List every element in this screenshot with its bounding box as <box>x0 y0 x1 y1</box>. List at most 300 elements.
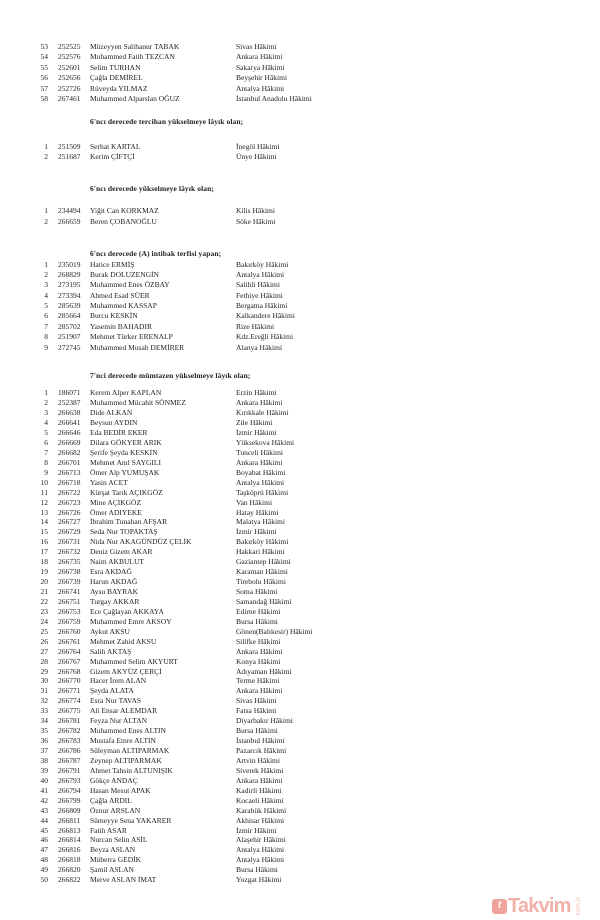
row-title: Bakırköy Hâkimi <box>236 259 289 269</box>
row-number: 47 <box>40 845 48 855</box>
table-row <box>0 42 600 53</box>
row-registration-number: 266739 <box>58 577 81 587</box>
row-name: Mehmet Anıl SAYGILI <box>90 457 161 467</box>
row-name: Muhammed Emre AKSOY <box>90 616 172 626</box>
row-registration-number: 266771 <box>58 686 81 696</box>
row-registration-number: 266659 <box>58 216 81 226</box>
row-number: 46 <box>40 835 48 845</box>
row-title: İzmir Hâkimi <box>236 428 277 438</box>
row-registration-number: 266751 <box>58 596 81 606</box>
row-registration-number: 266767 <box>58 656 81 666</box>
row-name: Feyza Nur ALTAN <box>90 716 148 726</box>
row-number: 3 <box>44 408 48 418</box>
row-registration-number: 285664 <box>58 311 81 321</box>
table-row <box>0 617 600 627</box>
table-row <box>0 301 600 311</box>
table-row <box>0 716 600 726</box>
row-name: Aykut AKSU <box>90 626 130 636</box>
row-title: Beyşehir Hâkimi <box>236 73 288 83</box>
row-name: Aysu BAYRAK <box>90 587 139 597</box>
row-registration-number: 266713 <box>58 467 81 477</box>
row-number: 1 <box>44 141 48 151</box>
table-row <box>0 557 600 567</box>
table-row <box>0 428 600 438</box>
row-number: 12 <box>40 497 48 507</box>
row-number: 30 <box>40 676 48 686</box>
row-registration-number: 266794 <box>58 785 81 795</box>
section-heading: 6'ncı derecede tercihan yükselmeye lâyık olan; <box>90 116 244 126</box>
row-registration-number: 266770 <box>58 676 81 686</box>
row-number: 26 <box>40 636 48 646</box>
table-row <box>0 726 600 736</box>
row-registration-number: 266775 <box>58 706 81 716</box>
row-name: Turgay AKKAR <box>90 596 140 606</box>
table-row <box>0 657 600 667</box>
table-row <box>0 577 600 587</box>
row-title: Ankara Hâkimi <box>236 52 283 62</box>
row-title: Ankara Hâkimi <box>236 686 283 696</box>
row-name: Esra AKDAĞ <box>90 567 132 577</box>
section-heading: 6'ncı derecede yükselmeye lâyık olan; <box>90 183 214 193</box>
row-title: Kalkandere Hâkimi <box>236 311 295 321</box>
row-registration-number: 266820 <box>58 865 81 875</box>
row-name: Çağla ARDIL <box>90 795 132 805</box>
table-row <box>0 826 600 836</box>
table-row <box>0 343 600 353</box>
row-registration-number: 266818 <box>58 855 81 865</box>
table-row <box>0 398 600 408</box>
table-row <box>0 84 600 95</box>
row-registration-number: 266799 <box>58 795 81 805</box>
row-registration-number: 266787 <box>58 755 81 765</box>
row-name: Dide ALKAN <box>90 408 133 418</box>
row-registration-number: 251907 <box>58 332 81 342</box>
row-registration-number: 266722 <box>58 487 81 497</box>
row-title: Kilis Hâkimi <box>236 206 275 215</box>
table-row <box>0 875 600 885</box>
row-title: Alaşehir Hâkimi <box>236 835 286 845</box>
table-row <box>0 94 600 105</box>
row-title: Söke Hâkimi <box>236 216 276 226</box>
table-row <box>0 142 600 153</box>
row-title: Antalya Hâkimi <box>236 477 285 487</box>
table-row <box>0 776 600 786</box>
row-registration-number: 252387 <box>58 398 81 408</box>
row-registration-number: 266646 <box>58 428 81 438</box>
row-registration-number: 266822 <box>58 875 81 885</box>
table-row <box>0 587 600 597</box>
table-row <box>0 786 600 796</box>
row-name: Kerim ÇİFTÇİ <box>90 152 135 161</box>
row-registration-number: 266759 <box>58 616 81 626</box>
row-title: İstanbul Hâkimi <box>236 736 285 746</box>
row-number: 4 <box>44 290 48 300</box>
row-title: Kadirli Hâkimi <box>236 785 282 795</box>
row-registration-number: 252525 <box>58 41 81 51</box>
row-registration-number: 266729 <box>58 527 81 537</box>
table-row <box>0 637 600 647</box>
row-title: Gönen(Balıkesir) Hâkimi <box>236 626 313 636</box>
row-name: Fatih ASAR <box>90 825 127 835</box>
row-name: Çağla DEMİREL <box>90 73 143 83</box>
row-title: Kırıkkale Hâkimi <box>236 408 289 418</box>
row-number: 22 <box>40 596 48 606</box>
row-title: Kdz.Ereğli Hâkimi <box>236 332 294 342</box>
row-number: 9 <box>44 342 48 352</box>
row-number: 39 <box>40 765 48 775</box>
row-title: Tunceli Hâkimi <box>236 447 284 457</box>
row-registration-number: 251687 <box>58 152 81 161</box>
row-title: Diyarbakır Hâkimi <box>236 716 293 726</box>
table-row <box>0 686 600 696</box>
row-title: Siverek Hâkimi <box>236 765 284 775</box>
row-title: Samandağ Hâkimi <box>236 596 292 606</box>
row-number: 7 <box>44 447 48 457</box>
row-name: Merve ASLAN İMAT <box>90 875 157 885</box>
table-row <box>0 206 600 217</box>
row-registration-number: 285702 <box>58 321 81 331</box>
row-name: Selim TURHAN <box>90 62 141 72</box>
row-title: Karabük Hâkimi <box>236 805 287 815</box>
row-number: 13 <box>40 507 48 517</box>
table-row <box>0 816 600 826</box>
row-registration-number: 266809 <box>58 805 81 815</box>
row-name: Serhat KARTAL <box>90 141 141 151</box>
row-title: Yüksekova Hâkimi <box>236 437 295 447</box>
row-title: Ünye Hâkimi <box>236 152 277 161</box>
row-name: Muhammed Enes ÖZBAY <box>90 280 170 290</box>
row-number: 32 <box>40 696 48 706</box>
table-row <box>0 52 600 63</box>
table-row <box>0 835 600 845</box>
watermark-domain: com.tr <box>575 896 582 916</box>
row-number: 37 <box>40 746 48 756</box>
row-title: Kocaeli Hâkimi <box>236 795 284 805</box>
row-title: Tirebolu Hâkimi <box>236 577 286 587</box>
row-title: Artvin Hâkimi <box>236 755 280 765</box>
table-row <box>0 607 600 617</box>
row-name: Burcu KESKİN <box>90 311 138 321</box>
row-title: Van Hâkimi <box>236 497 273 507</box>
row-number: 57 <box>40 83 48 93</box>
row-number: 20 <box>40 577 48 587</box>
row-name: Zeynep ALTIPARMAK <box>90 755 162 765</box>
table-row <box>0 468 600 478</box>
row-title: Sivas Hâkimi <box>236 41 277 51</box>
row-name: Seda Nur TOPAKTAŞ <box>90 527 158 537</box>
row-number: 27 <box>40 646 48 656</box>
row-number: 18 <box>40 557 48 567</box>
row-title: Edirne Hâkimi <box>236 606 281 616</box>
row-name: Muhammed Selim AKYURT <box>90 656 178 666</box>
row-name: Mine AÇIKGÖZ <box>90 497 142 507</box>
row-number: 55 <box>40 62 48 72</box>
row-registration-number: 252726 <box>58 83 81 93</box>
table-row <box>0 746 600 756</box>
row-title: Bakırköy Hâkimi <box>236 537 289 547</box>
row-name: Hasan Mesut APAK <box>90 785 151 795</box>
row-registration-number: 266782 <box>58 726 81 736</box>
table-row <box>0 438 600 448</box>
takvim-watermark <box>492 893 588 919</box>
row-registration-number: 266731 <box>58 537 81 547</box>
row-name: Gizem AKYÜZ ÇERÇİ <box>90 666 162 676</box>
row-registration-number: 266814 <box>58 835 81 845</box>
row-number: 17 <box>40 547 48 557</box>
section-rows <box>0 142 600 163</box>
row-name: Sümeyye Sena YAKARER <box>90 815 172 825</box>
row-registration-number: 273394 <box>58 290 81 300</box>
row-number: 35 <box>40 726 48 736</box>
row-title: İstanbul Anadolu Hâkimi <box>236 94 312 104</box>
row-number: 19 <box>40 567 48 577</box>
row-number: 50 <box>40 875 48 885</box>
table-row <box>0 498 600 508</box>
row-name: Muhammed Fatih TEZCAN <box>90 52 175 62</box>
row-number: 3 <box>44 280 48 290</box>
row-number: 1 <box>44 206 48 215</box>
table-row <box>0 527 600 537</box>
row-title: Zile Hâkimi <box>236 418 273 428</box>
row-registration-number: 266741 <box>58 587 81 597</box>
row-title: Sivas Hâkimi <box>236 696 277 706</box>
row-registration-number: 266726 <box>58 507 81 517</box>
row-name: Rüveyda YILMAZ <box>90 83 148 93</box>
row-name: Yasin ACET <box>90 477 128 487</box>
row-registration-number: 251509 <box>58 141 81 151</box>
row-number: 6 <box>44 437 48 447</box>
row-name: Yiğit Can KORKMAZ <box>90 206 159 215</box>
row-number: 34 <box>40 716 48 726</box>
row-registration-number: 266682 <box>58 447 81 457</box>
row-title: Hatay Hâkimi <box>236 507 279 517</box>
table-row <box>0 547 600 557</box>
row-registration-number: 266764 <box>58 646 81 656</box>
table-row <box>0 647 600 657</box>
table-row <box>0 537 600 547</box>
row-title: Boyabat Hâkimi <box>236 467 286 477</box>
row-number: 2 <box>44 398 48 408</box>
row-registration-number: 266723 <box>58 497 81 507</box>
section-heading: 6'ncı derecede (A) intibak terfisi yapan; <box>90 248 222 258</box>
row-registration-number: 252656 <box>58 73 81 83</box>
row-registration-number: 266816 <box>58 845 81 855</box>
row-number: 5 <box>44 428 48 438</box>
row-title: Gaziantep Hâkimi <box>236 557 291 567</box>
row-name: Beren ÇOBANOĞLU <box>90 216 157 226</box>
row-number: 49 <box>40 865 48 875</box>
row-name: Muhammed KASSAP <box>90 301 157 311</box>
row-registration-number: 267461 <box>58 94 81 104</box>
row-name: Öznur ARSLAN <box>90 805 141 815</box>
table-row <box>0 448 600 458</box>
row-title: Bergama Hâkimi <box>236 301 288 311</box>
row-title: Taşköprü Hâkimi <box>236 487 289 497</box>
row-number: 38 <box>40 755 48 765</box>
row-number: 10 <box>40 477 48 487</box>
row-registration-number: 266791 <box>58 765 81 775</box>
table-row <box>0 865 600 875</box>
row-name: Harun AKDAĞ <box>90 577 138 587</box>
row-name: Hacer İrem ALAN <box>90 676 147 686</box>
table-row <box>0 260 600 270</box>
row-title: Ankara Hâkimi <box>236 775 283 785</box>
table-row <box>0 408 600 418</box>
row-name: Ali Ensar ALEMDAR <box>90 706 158 716</box>
row-number: 42 <box>40 795 48 805</box>
row-title: Fatsa Hâkimi <box>236 706 277 716</box>
row-name: Kerem Alper KAPLAN <box>90 388 162 398</box>
row-registration-number: 266813 <box>58 825 81 835</box>
row-name: Şerife Şeyda KESKİN <box>90 447 158 457</box>
row-name: Dilara GÖKYER ARIK <box>90 437 162 447</box>
takvim-logo-icon <box>492 899 507 914</box>
row-name: Mustafa Emre ALTIN <box>90 736 156 746</box>
row-registration-number: 266638 <box>58 408 81 418</box>
row-number: 31 <box>40 686 48 696</box>
row-number: 58 <box>40 94 48 104</box>
row-name: Burak DOLUZENGİN <box>90 269 159 279</box>
row-number: 45 <box>40 825 48 835</box>
row-title: İzmir Hâkimi <box>236 825 277 835</box>
section-rows <box>0 260 600 354</box>
table-row <box>0 270 600 280</box>
row-number: 8 <box>44 332 48 342</box>
row-number: 2 <box>44 216 48 226</box>
table-row <box>0 667 600 677</box>
row-number: 44 <box>40 815 48 825</box>
table-row <box>0 855 600 865</box>
row-number: 21 <box>40 587 48 597</box>
table-row <box>0 627 600 637</box>
row-registration-number: 266786 <box>58 746 81 756</box>
table-row <box>0 458 600 468</box>
row-registration-number: 266735 <box>58 557 81 567</box>
row-registration-number: 266793 <box>58 775 81 785</box>
row-title: Ankara Hâkimi <box>236 646 283 656</box>
row-title: Terme Hâkimi <box>236 676 280 686</box>
row-title: Adıyaman Hâkimi <box>236 666 292 676</box>
row-registration-number: 186071 <box>58 388 81 398</box>
table-row <box>0 706 600 716</box>
table-row <box>0 280 600 290</box>
table-row <box>0 806 600 816</box>
row-number: 54 <box>40 52 48 62</box>
row-number: 4 <box>44 418 48 428</box>
section-rows <box>0 388 600 885</box>
row-name: Müberra GEDİK <box>90 855 142 865</box>
row-title: Hakkari Hâkimi <box>236 547 285 557</box>
row-name: Nurcan Selin ASİL <box>90 835 148 845</box>
row-number: 15 <box>40 527 48 537</box>
row-title: Pazarcık Hâkimi <box>236 746 287 756</box>
table-row <box>0 418 600 428</box>
watermark-brand: Takvim <box>508 895 571 917</box>
row-registration-number: 266669 <box>58 437 81 447</box>
row-name: Beysun AYDIN <box>90 418 138 428</box>
row-name: Eda BEDİR EKER <box>90 428 148 438</box>
row-title: Sakarya Hâkimi <box>236 62 285 72</box>
row-name: Muhammed Mücahit SÖNMEZ <box>90 398 186 408</box>
row-number: 48 <box>40 855 48 865</box>
row-name: Deniz Gizem AKAR <box>90 547 153 557</box>
row-name: Salih AKTAŞ <box>90 646 132 656</box>
row-number: 16 <box>40 537 48 547</box>
row-number: 56 <box>40 73 48 83</box>
table-row <box>0 517 600 527</box>
row-number: 40 <box>40 775 48 785</box>
row-number: 1 <box>44 388 48 398</box>
section-rows <box>0 42 600 106</box>
takvim-logo-glyph: t <box>497 900 502 911</box>
row-name: Süleyman ALTIPARMAK <box>90 746 170 756</box>
table-row <box>0 291 600 301</box>
table-row <box>0 766 600 776</box>
table-row <box>0 332 600 342</box>
row-number: 43 <box>40 805 48 815</box>
row-title: Salihli Hâkimi <box>236 280 280 290</box>
row-name: Beyza ASLAN <box>90 845 136 855</box>
row-name: Yasemin BAHADIR <box>90 321 152 331</box>
section-heading: 7'nci derecede mümtazen yükselmeye lâyık olan; <box>90 371 251 380</box>
row-title: Silifke Hâkimi <box>236 636 281 646</box>
row-title: Antalya Hâkimi <box>236 269 285 279</box>
table-row <box>0 388 600 398</box>
row-name: Ahmed Esad SÜER <box>90 290 150 300</box>
row-registration-number: 266774 <box>58 696 81 706</box>
row-name: Şamil ASLAN <box>90 865 134 875</box>
row-registration-number: 273195 <box>58 280 81 290</box>
table-row <box>0 508 600 518</box>
row-registration-number: 266732 <box>58 547 81 557</box>
row-registration-number: 266718 <box>58 477 81 487</box>
row-title: Soma Hâkimi <box>236 587 278 597</box>
row-name: Nida Nur AKAGÜNDÜZ ÇELİK <box>90 537 192 547</box>
row-number: 41 <box>40 785 48 795</box>
row-name: İbrahim Tunahan AFŞAR <box>90 517 168 527</box>
row-title: Karaman Hâkimi <box>236 567 288 577</box>
row-title: Ankara Hâkimi <box>236 457 283 467</box>
row-name: Müzeyyen Salihanur TABAK <box>90 41 180 51</box>
row-name: Esra Nur TAVAS <box>90 696 142 706</box>
row-title: Malatya Hâkimi <box>236 517 285 527</box>
row-name: Ömer Alp YUMUŞAK <box>90 467 160 477</box>
row-name: Muhammed Alparslan OĞUZ <box>90 94 180 104</box>
row-title: Antalya Hâkimi <box>236 855 285 865</box>
row-title: Erzin Hâkimi <box>236 388 277 398</box>
row-registration-number: 272745 <box>58 342 81 352</box>
row-title: Rize Hâkimi <box>236 321 275 331</box>
row-registration-number: 266760 <box>58 626 81 636</box>
row-registration-number: 266783 <box>58 736 81 746</box>
row-number: 8 <box>44 457 48 467</box>
row-title: Akhisar Hâkimi <box>236 815 285 825</box>
row-number: 11 <box>40 487 48 497</box>
row-title: Fethiye Hâkimi <box>236 290 283 300</box>
row-title: Konya Hâkimi <box>236 656 281 666</box>
row-registration-number: 268829 <box>58 269 81 279</box>
row-title: Bursa Hâkimi <box>236 865 278 875</box>
row-title: Bursa Hâkimi <box>236 616 278 626</box>
row-name: Kürşat Tarık AÇIKGÖZ <box>90 487 163 497</box>
row-number: 2 <box>44 269 48 279</box>
row-number: 36 <box>40 736 48 746</box>
row-registration-number: 235019 <box>58 259 81 269</box>
row-registration-number: 252601 <box>58 62 81 72</box>
row-title: Ankara Hâkimi <box>236 398 283 408</box>
row-title: Yozgat Hâkimi <box>236 875 282 885</box>
table-row <box>0 597 600 607</box>
